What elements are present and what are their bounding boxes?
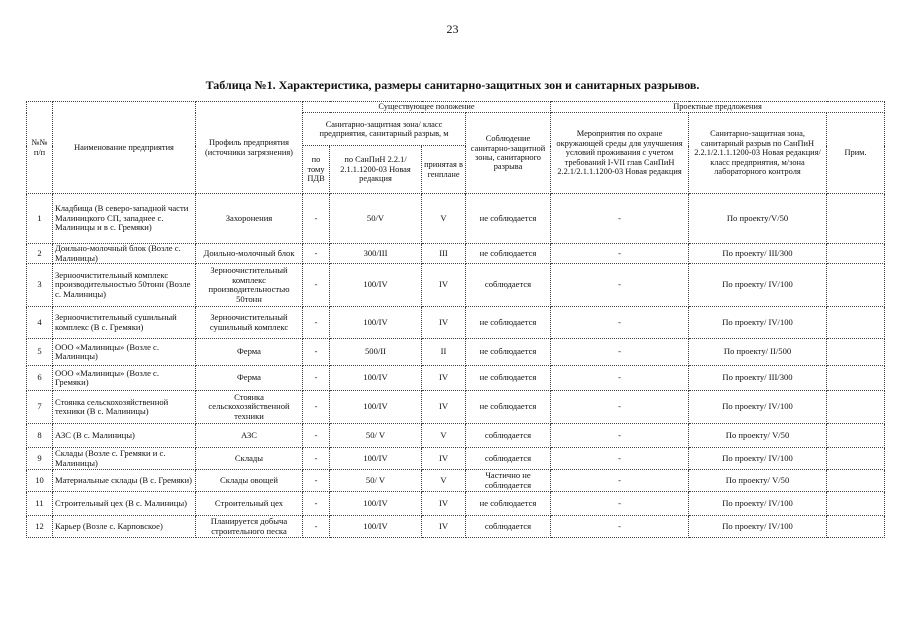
cell-profile: Ферма [196,339,303,366]
cell-name: Карьер (Возле с. Карповское) [53,516,196,538]
cell-sanpin: 50/ V [330,424,422,448]
cell-note [827,194,885,244]
cell-name: Зерноочистительный комплекс производительностью 50тонн (Возле с. Малиницы) [53,264,196,307]
cell-name: АЗС (В с. Малиницы) [53,424,196,448]
szz-table [26,101,885,538]
cell-num: 9 [27,448,53,470]
cell-project: По проекту/ III/300 [689,366,827,391]
cell-pdv: - [303,366,330,391]
cell-name: Склады (Возле с. Гремяки и с. Малиницы) [53,448,196,470]
table-row [27,391,885,424]
cell-num: 4 [27,307,53,339]
cell-genplan: IV [422,391,466,424]
cell-project: По проекту/ IV/100 [689,307,827,339]
cell-genplan: V [422,470,466,492]
cell-compliance: соблюдается [466,264,551,307]
cell-genplan: II [422,339,466,366]
cell-num: 3 [27,264,53,307]
table-row [27,470,885,492]
cell-compliance: не соблюдается [466,307,551,339]
cell-num: 2 [27,244,53,264]
cell-genplan: IV [422,516,466,538]
cell-sanpin: 100/IV [330,492,422,516]
cell-sanpin: 50/ V [330,470,422,492]
header-szz-class: Санитарно-защитная зона/ класс предприятия, санитарный разрыв, м [303,113,466,146]
cell-profile: Строительный цех [196,492,303,516]
cell-profile: Доильно-молочный блок [196,244,303,264]
cell-note [827,448,885,470]
cell-measures: - [551,391,689,424]
cell-num: 10 [27,470,53,492]
cell-note [827,264,885,307]
cell-pdv: - [303,194,330,244]
cell-measures: - [551,448,689,470]
table-row [27,424,885,448]
header-proposals: Проектные предложения [551,102,885,113]
cell-num: 5 [27,339,53,366]
table-row [27,339,885,366]
cell-pdv: - [303,244,330,264]
cell-sanpin: 100/IV [330,391,422,424]
cell-pdv: - [303,448,330,470]
cell-measures: - [551,424,689,448]
table-header [27,102,885,194]
cell-project: По проекту/ V/50 [689,470,827,492]
cell-project: По проекту/ III/300 [689,244,827,264]
cell-project: По проекту/ IV/100 [689,516,827,538]
header-pdv: по тому ПДВ [303,146,330,194]
table-body [27,194,885,538]
cell-profile: Зерноочистительный сушильный комплекс [196,307,303,339]
table-row [27,244,885,264]
cell-sanpin: 100/IV [330,366,422,391]
cell-pdv: - [303,492,330,516]
cell-num: 12 [27,516,53,538]
cell-pdv: - [303,516,330,538]
cell-num: 1 [27,194,53,244]
cell-note [827,424,885,448]
cell-sanpin: 50/V [330,194,422,244]
cell-sanpin: 500/II [330,339,422,366]
cell-profile: Зерноочистительный комплекс производительностью 50тонн [196,264,303,307]
cell-pdv: - [303,424,330,448]
cell-project: По проекту/V/50 [689,194,827,244]
table-row [27,366,885,391]
cell-name: Стоянка сельскохозяйственной техники (В с. Малиницы) [53,391,196,424]
cell-profile: Планируется добыча строительного песка [196,516,303,538]
cell-project: По проекту/ IV/100 [689,492,827,516]
cell-project: По проекту/ IV/100 [689,391,827,424]
cell-compliance: не соблюдается [466,391,551,424]
header-measures: Мероприятия по охране окружающей среды для улучшения условий проживания с учетом требований I-VII глав СанПиН 2.2.1/2.1.1.1200-03 Новая редакция [551,113,689,194]
cell-project: По проекту/ V/50 [689,424,827,448]
table-title: Таблица №1. Характеристика, размеры санитарно-защитных зон и санитарных разрывов. [205,78,700,92]
header-name: Наименование предприятия [53,102,196,194]
cell-note [827,307,885,339]
table-row [27,194,885,244]
cell-project: По проекту/ IV/100 [689,264,827,307]
cell-compliance: не соблюдается [466,244,551,264]
cell-compliance: соблюдается [466,516,551,538]
cell-measures: - [551,366,689,391]
cell-pdv: - [303,339,330,366]
cell-measures: - [551,307,689,339]
cell-note [827,391,885,424]
cell-profile: Ферма [196,366,303,391]
cell-compliance: не соблюдается [466,339,551,366]
cell-pdv: - [303,470,330,492]
cell-compliance: соблюдается [466,424,551,448]
header-sanpin: по СанПиН 2.2.1/ 2.1.1.1200-03 Новая редакция [330,146,422,194]
header-project-szz: Санитарно-защитная зона, санитарный разрыв по СанПиН 2.2.1/2.1.1.1200-03 Новая редакция/ класс предприятия, м/зона лабораторного контроля [689,113,827,194]
header-genplan: принятая в генплане [422,146,466,194]
cell-genplan: IV [422,307,466,339]
cell-note [827,244,885,264]
cell-profile: АЗС [196,424,303,448]
cell-measures: - [551,244,689,264]
cell-note [827,470,885,492]
cell-genplan: V [422,194,466,244]
cell-compliance: соблюдается [466,448,551,470]
header-num: №№ п/п [27,102,53,194]
cell-compliance: не соблюдается [466,492,551,516]
cell-genplan: V [422,424,466,448]
cell-sanpin: 100/IV [330,516,422,538]
cell-measures: - [551,264,689,307]
cell-pdv: - [303,307,330,339]
cell-compliance: Частично не соблюдается [466,470,551,492]
cell-name: ООО «Малиницы» (Возле с. Малиницы) [53,339,196,366]
cell-pdv: - [303,391,330,424]
cell-name: Доильно-молочный блок (Возле с. Малиницы) [53,244,196,264]
header-existing: Существующее положение [303,102,551,113]
table-row [27,264,885,307]
cell-name: Зерноочистительный сушильный комплекс (В с. Гремяки) [53,307,196,339]
cell-note [827,366,885,391]
cell-compliance: не соблюдается [466,366,551,391]
header-note: Прим. [827,113,885,194]
cell-project: По проекту/ II/500 [689,339,827,366]
table-row [27,492,885,516]
table-row [27,516,885,538]
cell-num: 6 [27,366,53,391]
cell-profile: Склады [196,448,303,470]
cell-measures: - [551,194,689,244]
header-compliance: Соблюдение санитарно-защитной зоны, санитарного разрыва [466,113,551,194]
cell-sanpin: 100/IV [330,448,422,470]
cell-genplan: III [422,244,466,264]
cell-name: Кладбища (В северо-западной части Малиницкого СП, западнее с. Малиницы и в с. Гремяки) [53,194,196,244]
cell-measures: - [551,492,689,516]
cell-profile: Склады овощей [196,470,303,492]
cell-sanpin: 300/III [330,244,422,264]
cell-name: Строительный цех (В с. Малиницы) [53,492,196,516]
cell-compliance: не соблюдается [466,194,551,244]
cell-genplan: IV [422,448,466,470]
cell-measures: - [551,339,689,366]
cell-genplan: IV [422,264,466,307]
cell-num: 7 [27,391,53,424]
cell-sanpin: 100/IV [330,264,422,307]
cell-note [827,516,885,538]
cell-note [827,339,885,366]
cell-name: Материальные склады (В с. Гремяки) [53,470,196,492]
cell-num: 8 [27,424,53,448]
page-number: 23 [446,22,459,36]
cell-num: 11 [27,492,53,516]
header-profile: Профиль предприятия (источники загрязнения) [196,102,303,194]
cell-sanpin: 100/IV [330,307,422,339]
cell-profile: Захоронения [196,194,303,244]
cell-pdv: - [303,264,330,307]
cell-measures: - [551,470,689,492]
table-row [27,448,885,470]
cell-note [827,492,885,516]
table-row [27,307,885,339]
cell-genplan: IV [422,366,466,391]
cell-project: По проекту/ IV/100 [689,448,827,470]
cell-genplan: IV [422,492,466,516]
cell-name: ООО «Малиницы» (Возле с. Гремяки) [53,366,196,391]
cell-measures: - [551,516,689,538]
cell-profile: Стоянка сельскохозяйственной техники [196,391,303,424]
